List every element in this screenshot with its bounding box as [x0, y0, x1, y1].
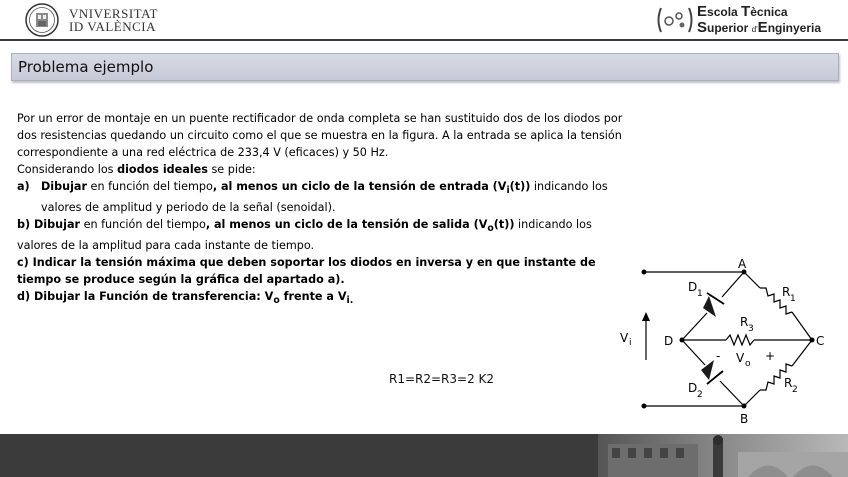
- item-b-text2: indicando los valores de la amplitud para cada instante de tiempo.: [17, 218, 592, 253]
- school-name-word1: scola: [707, 5, 742, 19]
- item-a-bold1: Dibujar: [41, 180, 87, 193]
- item-a-text2: indicando los valores de amplitud y periodo de la señal (senoidal).: [41, 180, 608, 215]
- node-b-dot: [742, 404, 747, 409]
- footer-bar: [0, 434, 848, 477]
- terminal-bottom: [642, 404, 647, 409]
- wire-d-d2: [682, 340, 705, 365]
- school-name-word4: nginyeria: [767, 21, 822, 35]
- wire-a-r1: [744, 272, 760, 288]
- slide-title-bar: [11, 53, 839, 81]
- resistor-r3-sub: 3: [748, 324, 754, 334]
- university-name-line1: VNIVERSITAT: [69, 6, 158, 21]
- wire-d-d1: [682, 313, 707, 340]
- wire-d1-a: [722, 272, 744, 297]
- item-b-sub: o: [487, 223, 494, 235]
- school-name-cap-e: E: [697, 3, 708, 20]
- node-d-dot: [680, 338, 685, 343]
- item-a-bold3: (t)): [509, 180, 531, 193]
- header-divider: [0, 39, 848, 41]
- item-c: [17, 254, 632, 288]
- node-c-label: C: [816, 334, 825, 348]
- item-b-bold1: b) Dibujar: [17, 218, 81, 232]
- terminal-top: [642, 270, 647, 275]
- school-name-cap-t: T: [741, 3, 751, 20]
- item-d-mid: frente a V: [279, 290, 347, 304]
- item-a-bold2: , al menos un ciclo de la tensión de entrada (V: [212, 180, 507, 193]
- node-a-label: A: [738, 257, 747, 271]
- considering-line: [17, 161, 632, 178]
- vi-label: V: [620, 331, 629, 345]
- considering-bold: diodos ideales: [117, 163, 208, 176]
- school-name-word3: uperior: [707, 21, 752, 35]
- vo-minus: -: [716, 349, 721, 363]
- item-c-text: c) Indicar la tensión máxima que deben soportar los diodos en inversa y en que instante de tiempo se produce según la gráfica del apartado a).: [17, 256, 596, 287]
- item-b-text1: en función del tiempo: [80, 218, 206, 232]
- slide-title: Problema ejemplo: [18, 58, 154, 76]
- university-name-line2: ID VALÈNCIA: [69, 19, 156, 34]
- header: [0, 0, 848, 40]
- bridge-circuit-diagram: [610, 250, 842, 430]
- diode-d1-label: D: [688, 280, 698, 294]
- item-d-bold: d) Dibujar la Función de transferencia: [17, 290, 257, 304]
- diode-d2-label: D: [688, 381, 698, 395]
- resistor-r1-label: R: [782, 285, 791, 299]
- resistor-r2-sub: 2: [792, 385, 798, 395]
- university-seal-icon: [25, 3, 59, 37]
- item-d-sub1: o: [273, 295, 280, 307]
- node-c-dot: [810, 338, 815, 343]
- item-a-sub: i: [506, 185, 510, 197]
- building-photo: [598, 434, 848, 477]
- item-b-bold2: , al menos un ciclo de la tensión de salida (V: [205, 218, 488, 232]
- wire-b-r2: [744, 390, 760, 406]
- problem-statement: [17, 110, 632, 310]
- considering-pre: Considerando los: [17, 163, 118, 176]
- resistor-values: R1=R2=R3=2 K2: [389, 372, 495, 386]
- vo-sub: o: [745, 359, 751, 369]
- vi-arrow-head: [642, 312, 650, 321]
- item-d-colon: : V: [256, 290, 274, 304]
- vo-label: V: [736, 351, 745, 365]
- item-a-label: a): [17, 180, 30, 193]
- considering-post: se pide:: [207, 163, 256, 176]
- diode-d1-sub: 1: [697, 289, 703, 299]
- item-a-text1: en función del tiempo: [87, 180, 213, 193]
- resistor-r1-sub: 1: [790, 294, 796, 304]
- item-b: [17, 216, 632, 254]
- university-name: [69, 7, 158, 33]
- diode-d2-sub: 2: [697, 390, 703, 400]
- resistor-r2-label: R: [784, 376, 793, 390]
- vo-plus: +: [765, 349, 776, 363]
- resistor-r3-label: R: [740, 315, 749, 329]
- node-d-label: D: [664, 334, 674, 348]
- school-name: [697, 4, 821, 37]
- wire-r2-c: [792, 340, 812, 366]
- item-a: [17, 178, 632, 216]
- item-d-sub2: i.: [346, 295, 354, 307]
- school-name-cap-e2: E: [757, 19, 768, 36]
- school-name-word2: ècnica: [750, 5, 788, 19]
- wire-d2-b: [720, 381, 744, 406]
- school-name-cap-s: S: [697, 19, 708, 36]
- vi-sub: i: [629, 338, 632, 348]
- problem-intro: Por un error de montaje en un puente rectificador de onda completa se han sustituido dos de los diodos por dos resistencias quedando un circuito como el que se muestra en la figura. A la entrada se aplica la tensión correspondiente a una red eléctrica de 233,4 V (eficaces) y 50 Hz.: [17, 112, 623, 159]
- item-b-bold3: (t)): [493, 218, 515, 232]
- school-logo-icon: [655, 4, 695, 36]
- school-name-de: d': [751, 25, 758, 34]
- resistor-r3-shape: [726, 335, 754, 345]
- wire-r1-c: [792, 312, 812, 340]
- item-d: [17, 288, 632, 309]
- node-b-label: B: [740, 412, 749, 426]
